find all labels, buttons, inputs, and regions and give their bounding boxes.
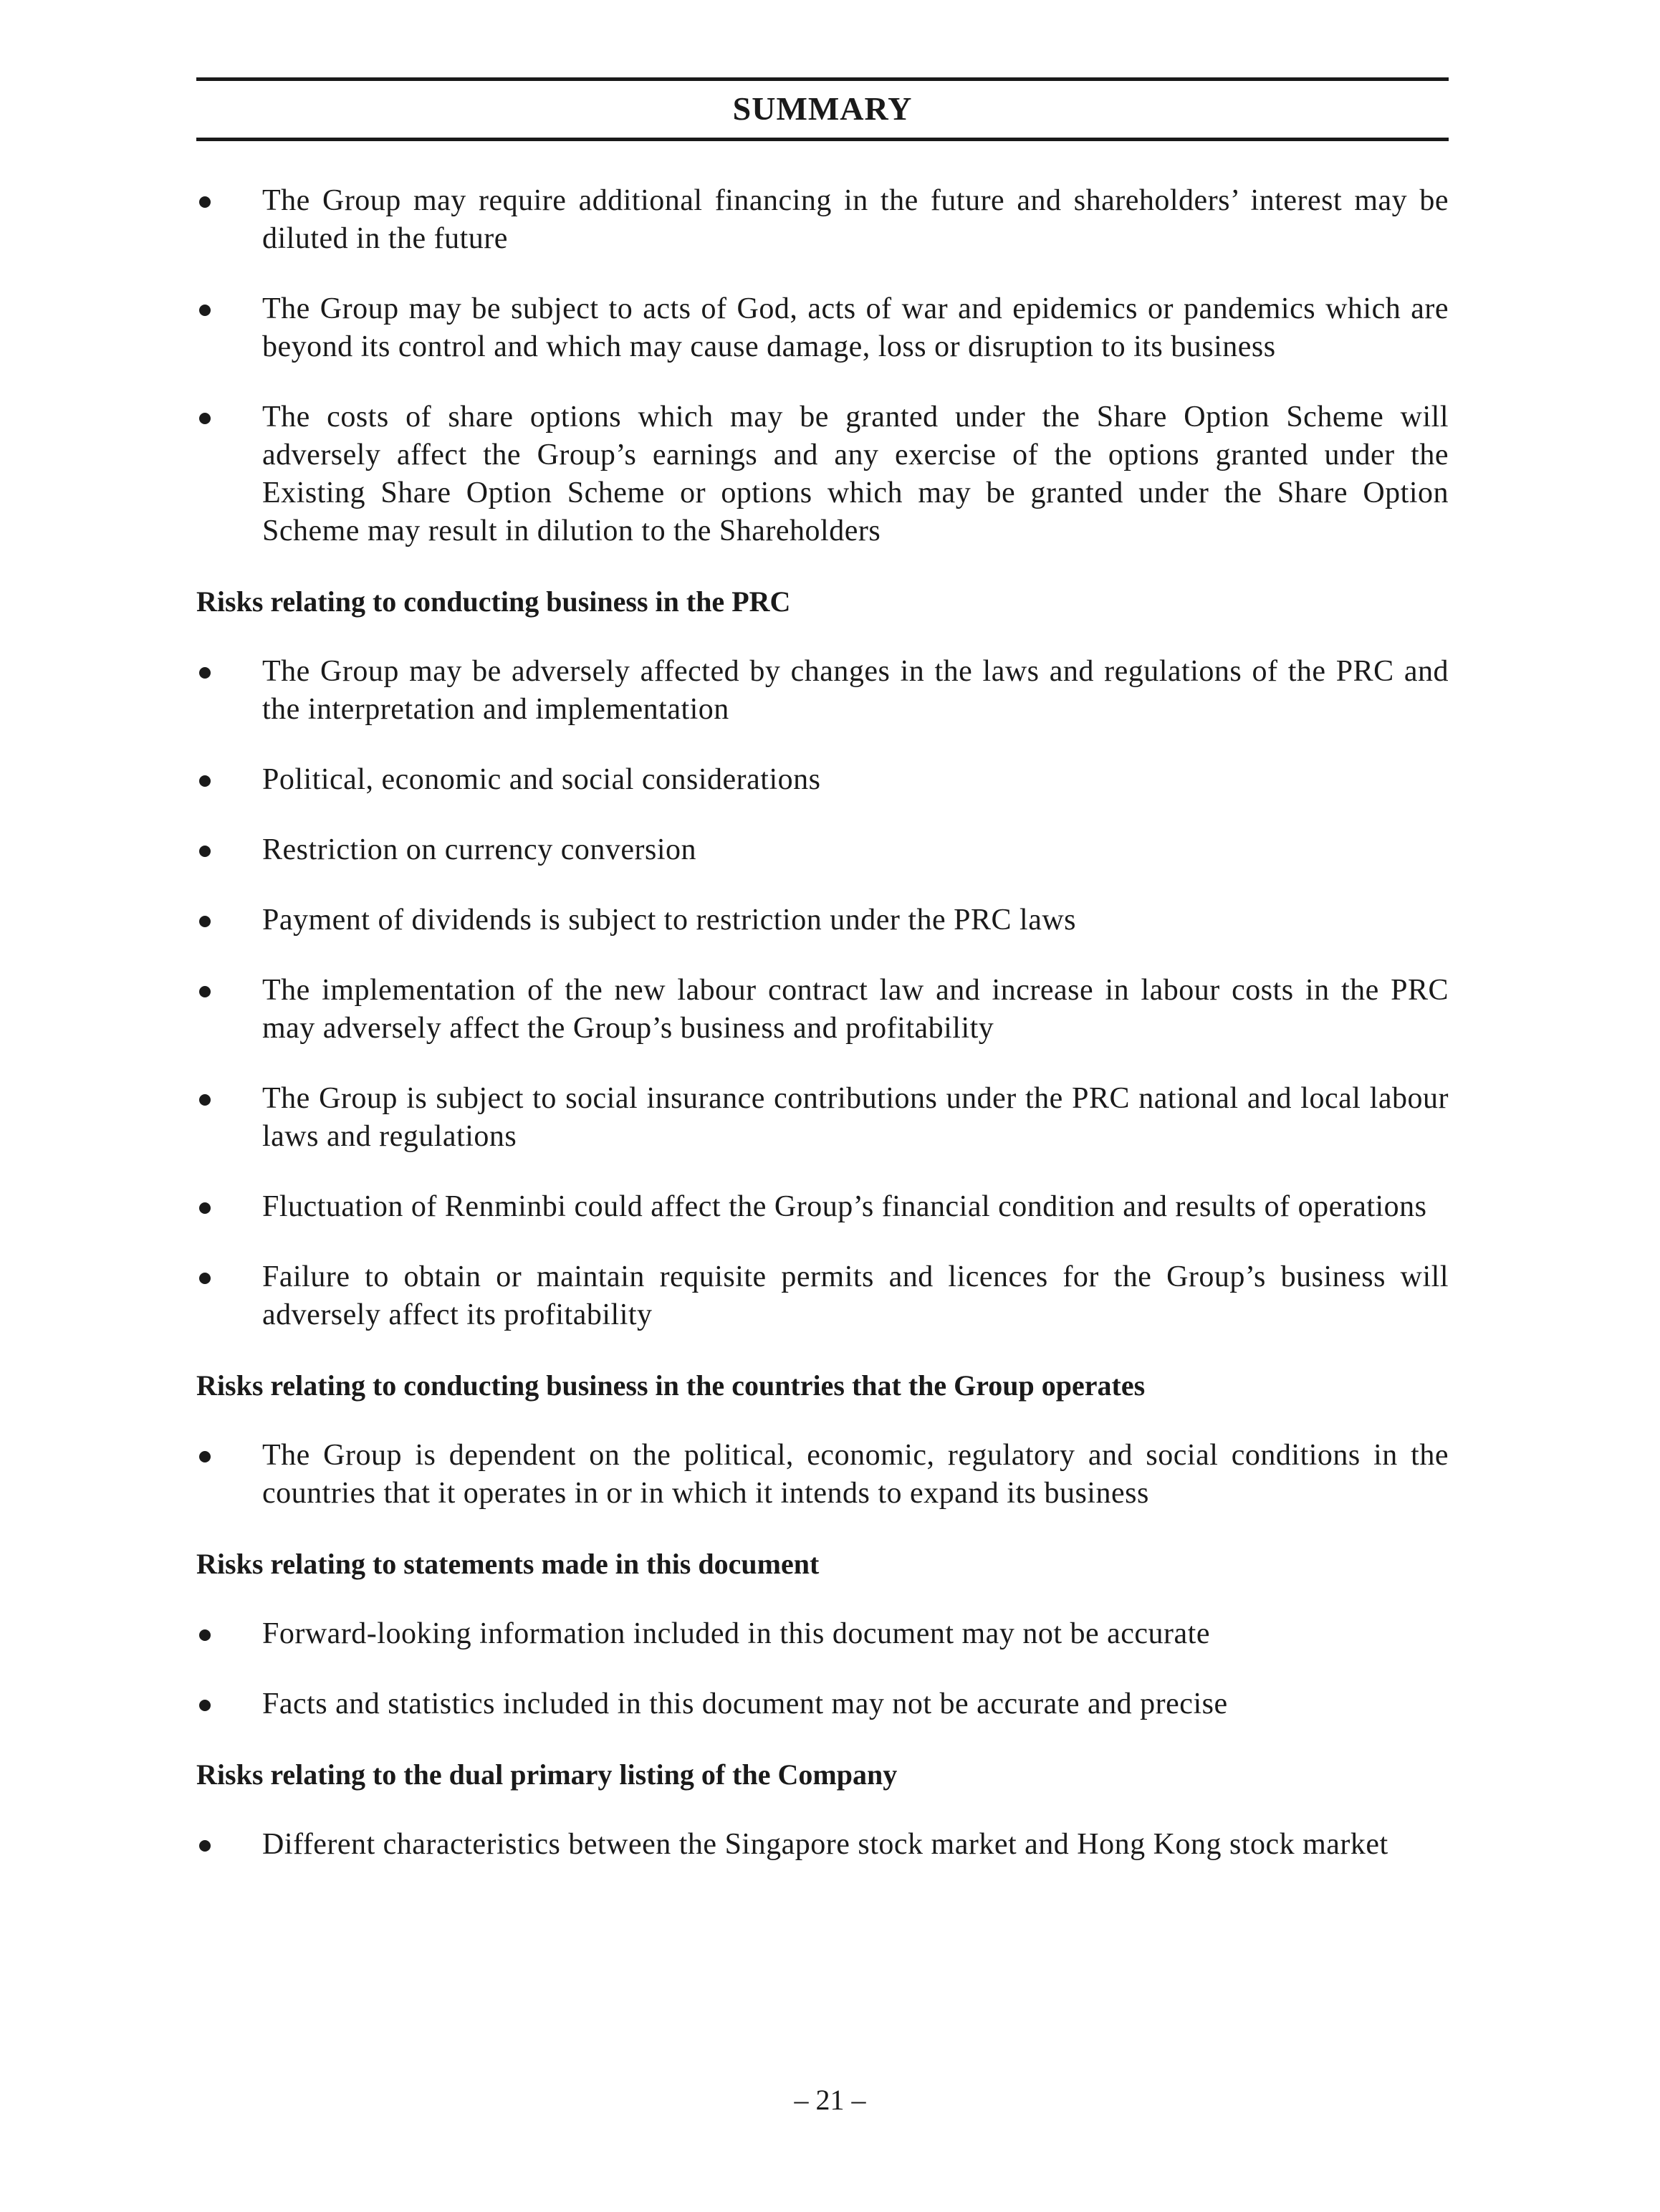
list-item-text: Failure to obtain or maintain requisite permits and licences for the Group’s business will adversely affect its profitability <box>262 1260 1449 1331</box>
section-heading: Risks relating to the dual primary listing of the Company <box>196 1758 898 1791</box>
list-item <box>196 972 1449 1048</box>
header-bottom-rule <box>196 138 1449 141</box>
list-item-text: Political, economic and social considerations <box>262 763 821 796</box>
bullet-icon <box>199 1629 211 1641</box>
list-item-text: The implementation of the new labour contract law and increase in labour costs in the PRC may adversely affect the Group’s business and profitability <box>262 974 1449 1045</box>
page-number: – 21 – <box>794 2084 866 2116</box>
page-title: SUMMARY <box>732 90 913 127</box>
list-item-text: The Group may be adversely affected by changes in the laws and regulations of the PRC and the interpretation and implementation <box>262 655 1449 726</box>
list-item <box>196 1826 1449 1864</box>
list-item-text: Fluctuation of Renminbi could affect the Group’s financial condition and results of operations <box>262 1190 1427 1223</box>
bullet-icon <box>199 1273 211 1284</box>
list-item <box>196 1437 1449 1513</box>
section-heading: Risks relating to statements made in this document <box>196 1548 820 1580</box>
bullet-icon <box>199 846 211 857</box>
section-heading: Risks relating to conducting business in the countries that the Group operates <box>196 1369 1146 1402</box>
bullet-icon <box>199 305 211 316</box>
list-item-text: Different characteristics between the Singapore stock market and Hong Kong stock market <box>262 1828 1388 1861</box>
bullet-icon <box>199 1202 211 1214</box>
list-item <box>196 290 1449 366</box>
header-top-rule <box>196 77 1449 81</box>
bullet-icon <box>199 1451 211 1462</box>
list-item <box>196 1188 1449 1226</box>
list-item <box>196 1615 1449 1653</box>
bullet-icon <box>199 1094 211 1106</box>
list-item-text: Restriction on currency conversion <box>262 833 696 866</box>
list-item-text: The Group may be subject to acts of God, acts of war and epidemics or pandemics which are beyond its control and which may cause damage, loss or disruption to its business <box>262 292 1449 363</box>
bullet-icon <box>199 196 211 208</box>
bullet-icon <box>199 986 211 997</box>
list-item-text: Facts and statistics included in this document may not be accurate and precise <box>262 1687 1228 1720</box>
list-item <box>196 1685 1449 1723</box>
section-heading: Risks relating to conducting business in the PRC <box>196 585 791 618</box>
list-item <box>196 1080 1449 1156</box>
list-item-text: The costs of share options which may be granted under the Share Option Scheme will adversely affect the Group’s earnings and any exercise of the options granted under the Existing Share Option Scheme or options which may be granted under the Share Option Scheme may result in dilution to the Shareholders <box>262 401 1449 547</box>
bullet-icon <box>199 1840 211 1852</box>
bullet-icon <box>199 667 211 679</box>
bullet-icon <box>199 775 211 787</box>
list-item <box>196 398 1449 550</box>
list-item <box>196 182 1449 258</box>
document-body <box>196 182 1449 1896</box>
bullet-icon <box>199 413 211 424</box>
list-item-text: The Group is dependent on the political, economic, regulatory and social conditions in the countries that it operates in or in which it intends to expand its business <box>262 1439 1449 1510</box>
list-item-text: Forward-looking information included in this document may not be accurate <box>262 1617 1210 1650</box>
list-item-text: The Group is subject to social insurance contributions under the PRC national and local labour laws and regulations <box>262 1082 1449 1153</box>
bullet-icon <box>199 1700 211 1711</box>
bullet-icon <box>199 916 211 927</box>
list-item <box>196 653 1449 729</box>
list-item-text: Payment of dividends is subject to restriction under the PRC laws <box>262 904 1077 937</box>
list-item <box>196 761 1449 799</box>
list-item <box>196 901 1449 939</box>
list-item <box>196 1258 1449 1334</box>
list-item-text: The Group may require additional financing in the future and shareholders’ interest may be diluted in the future <box>262 184 1449 255</box>
list-item <box>196 831 1449 869</box>
